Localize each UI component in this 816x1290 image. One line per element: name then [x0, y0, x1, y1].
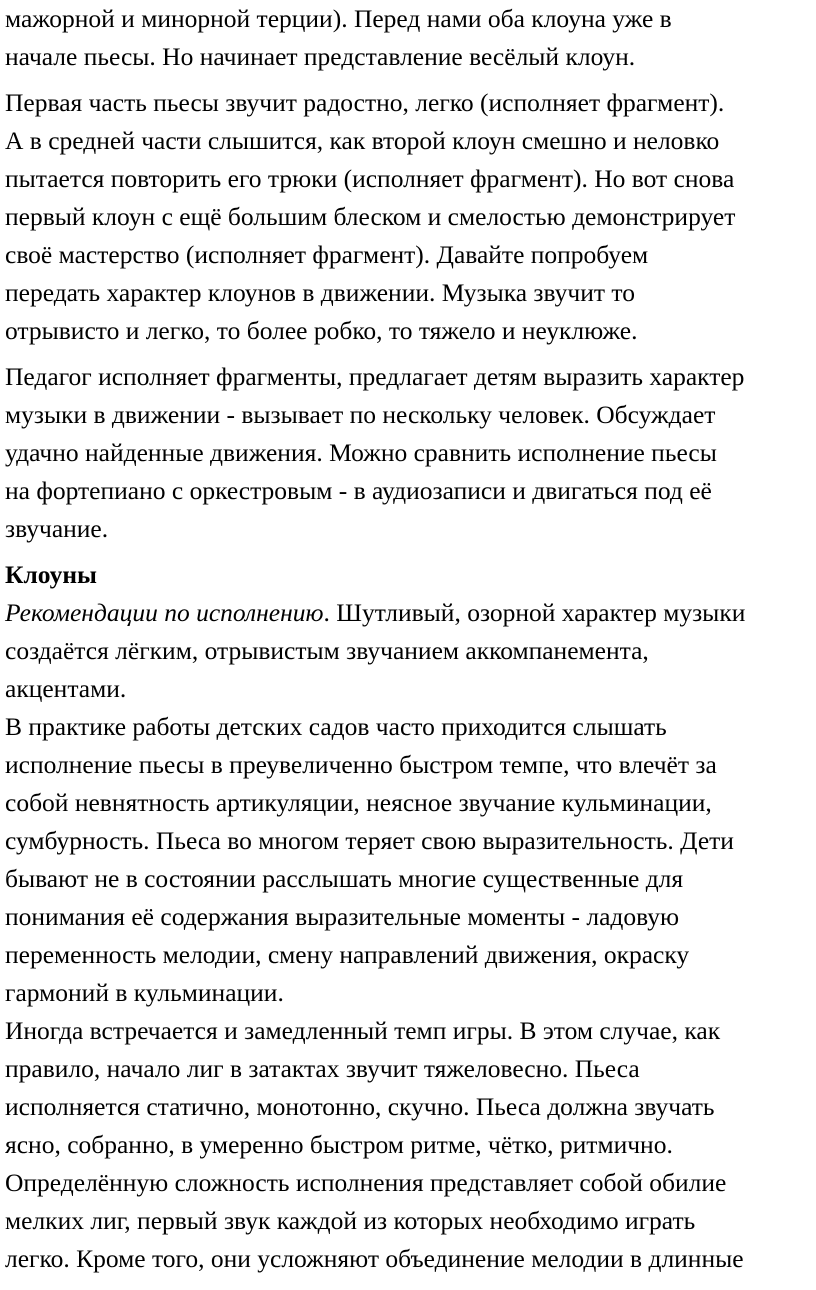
text-line: бывают не в состоянии расслышать многие существенные для — [5, 864, 684, 893]
text-line: правило, начало лиг в затактах звучит тяжеловесно. Пьеса — [5, 1054, 640, 1083]
text-line: сумбурность. Пьеса во многом теряет свою выразительность. Дети — [5, 826, 734, 855]
text-line: Определённую сложность исполнения представляет собой обилие — [5, 1168, 727, 1197]
text-line: акцентами. — [5, 674, 127, 703]
text-line: мелких лиг, первый звук каждой из которых необходимо играть — [5, 1206, 696, 1235]
text-line: передать характер клоунов в движении. Музыка звучит то — [5, 278, 635, 307]
text-line: пытается повторить его трюки (исполняет фрагмент). Но вот снова — [5, 164, 735, 193]
recommendations-label: Рекомендации по исполнению — [5, 598, 324, 627]
text-line: мажорной и минорной терции). Перед нами оба клоуна уже в — [5, 4, 672, 33]
text-line: удачно найденные движения. Можно сравнить исполнение пьесы — [5, 438, 717, 467]
text-line: В практике работы детских садов часто приходится слышать — [5, 712, 667, 741]
text-line: исполнение пьесы в преувеличенно быстром темпе, что влечёт за — [5, 750, 717, 779]
text-line: Первая часть пьесы звучит радостно, легко (исполняет фрагмент). — [5, 88, 725, 117]
text-line — [5, 594, 810, 632]
text-line: своё мастерство (исполняет фрагмент). Давайте попробуем — [5, 240, 649, 269]
paragraph-2 — [5, 84, 810, 350]
text-line: понимания её содержания выразительные моменты - ладовую — [5, 902, 680, 931]
section-clowns — [5, 556, 810, 1278]
text-line: звучание. — [5, 514, 109, 543]
paragraph-gap — [5, 76, 810, 84]
text-line: А в средней части слышится, как второй клоун смешно и неловко — [5, 126, 720, 155]
text-line: Педагог исполняет фрагменты, предлагает детям выразить характер — [5, 362, 745, 391]
text-line: Иногда встречается и замедленный темп игры. В этом случае, как — [5, 1016, 721, 1045]
text-line: начале пьесы. Но начинает представление весёлый клоун. — [5, 42, 636, 71]
text-fragment: . Шутливый, озорной характер музыки — [323, 598, 746, 627]
text-line: первый клоун с ещё большим блеском и смелостью демонстрирует — [5, 202, 736, 231]
text-line: переменность мелодии, смену направлений движения, окраску — [5, 940, 690, 969]
text-line: на фортепиано с оркестровым - в аудиозаписи и двигаться под её — [5, 476, 712, 505]
paragraph-gap — [5, 350, 810, 358]
text-line: отрывисто и легко, то более робко, то тяжело и неуклюже. — [5, 316, 638, 345]
paragraph-3 — [5, 358, 810, 548]
section-heading: Клоуны — [5, 560, 97, 589]
text-line: ясно, собранно, в умеренно быстром ритме, чётко, ритмично. — [5, 1130, 673, 1159]
text-line: музыки в движении - вызывает по нескольку человек. Обсуждает — [5, 400, 716, 429]
text-line: собой невнятность артикуляции, неясное звучание кульминации, — [5, 788, 712, 817]
text-line: легко. Кроме того, они усложняют объединение мелодии в длинные — [5, 1244, 744, 1273]
text-line: исполняется статично, монотонно, скучно. Пьеса должна звучать — [5, 1092, 715, 1121]
paragraph-gap — [5, 548, 810, 556]
paragraph-1 — [5, 0, 810, 76]
text-line: гармоний в кульминации. — [5, 978, 284, 1007]
text-line: создаётся лёгким, отрывистым звучанием аккомпанемента, — [5, 636, 649, 665]
